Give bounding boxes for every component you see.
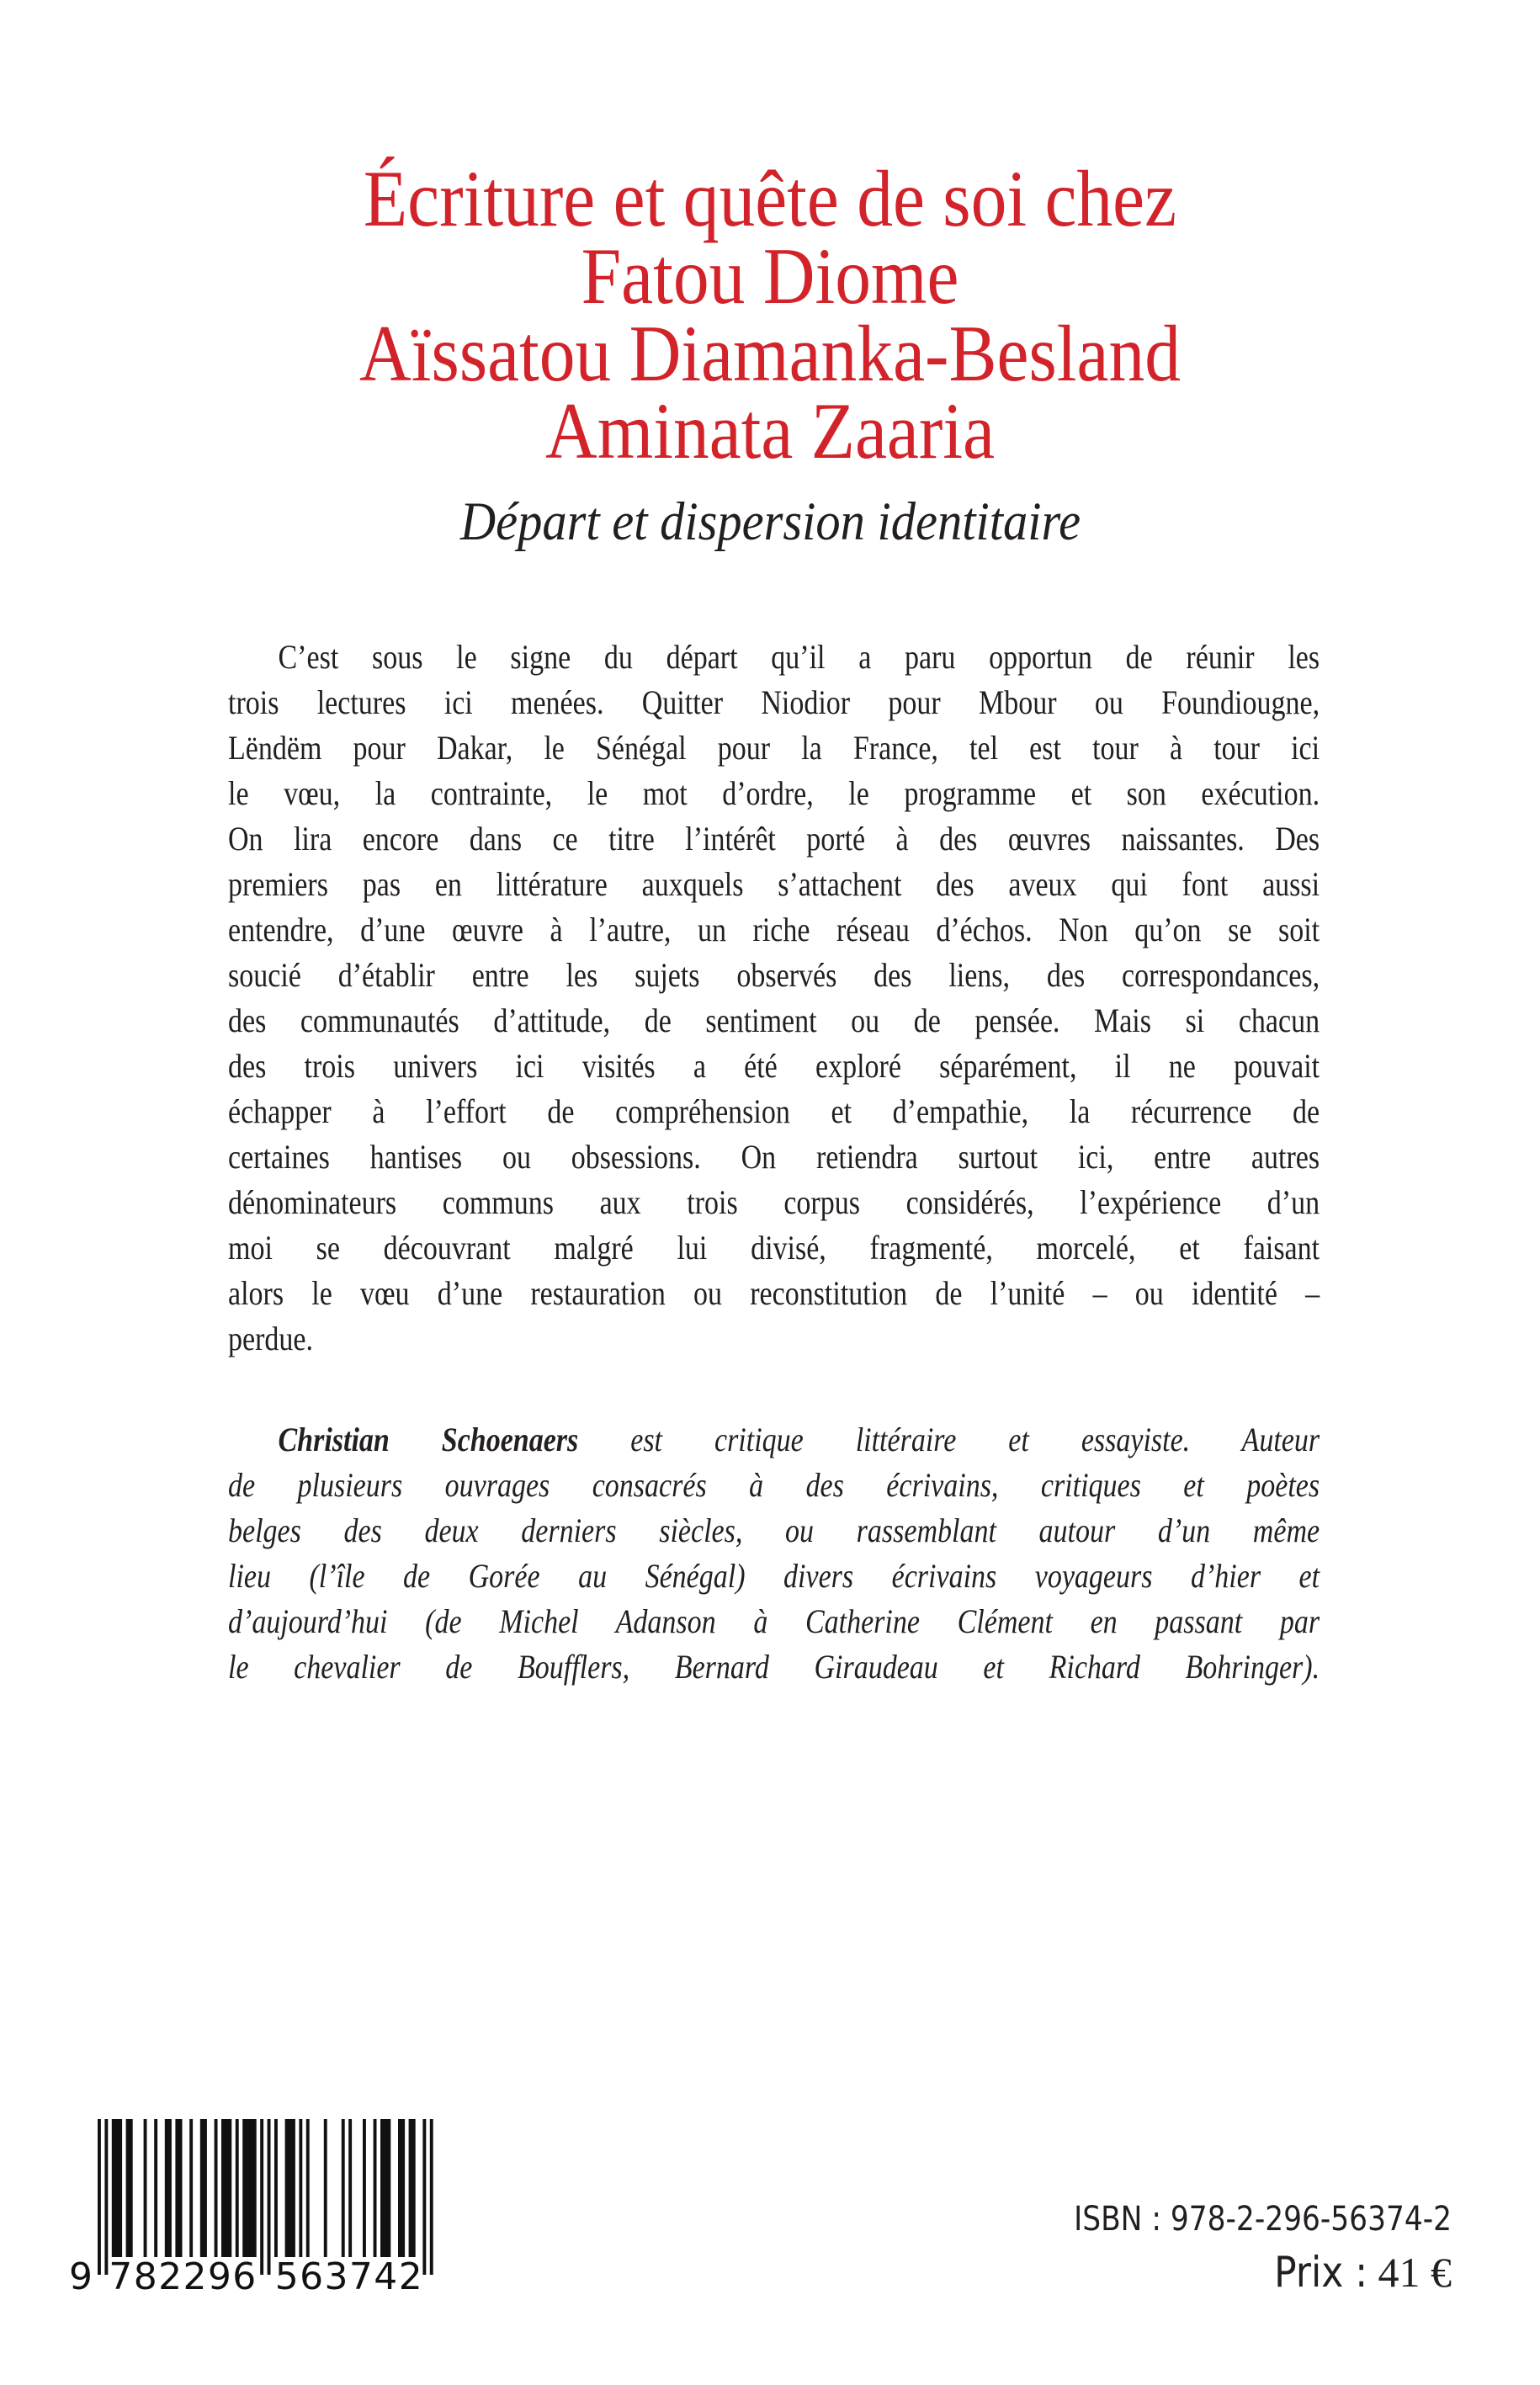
blurb-line: perdue. bbox=[228, 1320, 314, 1357]
barcode-bar bbox=[324, 2119, 327, 2257]
blurb-line: échapper à l’effort de compréhension et d’empathie, la récurrence de bbox=[228, 1092, 1320, 1130]
author-bio-line: d’aujourd’hui (de Michel Adanson à Catherine Clément en passant par bbox=[228, 1602, 1320, 1640]
barcode-bar bbox=[380, 2119, 390, 2257]
isbn-number: ISBN : 978-2-296-56374-2 bbox=[1074, 2200, 1452, 2239]
title-author-2: Aïssatou Diamanka-Besland bbox=[359, 309, 1181, 398]
author-bio-line: lieu (l’île de Gorée au Sénégal) divers écrivains voyageurs d’hier et bbox=[228, 1557, 1320, 1595]
author-bio-line: belges des deux derniers siècles, ou rassemblant autour d’un même bbox=[228, 1511, 1320, 1549]
blurb-line: des trois univers ici visités a été exploré séparément, il ne pouvait bbox=[228, 1047, 1320, 1085]
barcode-digit: 4 bbox=[374, 2255, 398, 2297]
price-label: Prix : bbox=[1274, 2248, 1367, 2297]
barcode-bar bbox=[154, 2119, 157, 2257]
barcode-bar bbox=[299, 2119, 302, 2257]
barcode-digit: 9 bbox=[69, 2255, 93, 2297]
barcode-digit: 6 bbox=[300, 2255, 324, 2297]
barcode-guard-bar bbox=[260, 2119, 263, 2275]
barcode-guard-bar bbox=[104, 2119, 108, 2275]
blurb-line: On lira encore dans ce titre l’intérêt porté à des œuvres naissantes. Des bbox=[228, 820, 1320, 858]
barcode-bar bbox=[126, 2119, 133, 2257]
blurb-line: moi se découvrant malgré lui divisé, fragmenté, morcelé, et faisant bbox=[228, 1229, 1320, 1267]
title-author-3: Aminata Zaaria bbox=[544, 386, 996, 475]
barcode-bar bbox=[363, 2119, 366, 2257]
barcode-bar bbox=[112, 2119, 122, 2257]
blurb-line: des communautés d’attitude, de sentiment ou de pensée. Mais si chacun bbox=[228, 1001, 1320, 1039]
barcode-digit: 5 bbox=[274, 2255, 299, 2297]
barcode-bar bbox=[342, 2119, 345, 2257]
barcode-digit: 2 bbox=[398, 2255, 422, 2297]
author-name: Christian Schoenaers bbox=[278, 1421, 579, 1458]
author-bio-line: le chevalier de Boufflers, Bernard Giraudeau et Richard Bohringer). bbox=[228, 1648, 1320, 1686]
blurb-line: entendre, d’une œuvre à l’autre, un riche réseau d’échos. Non qu’on se soit bbox=[228, 911, 1320, 948]
blurb-line: dénominateurs communs aux trois corpus considérés, l’expérience d’un bbox=[228, 1183, 1320, 1221]
barcode-digit: 3 bbox=[324, 2255, 348, 2297]
barcode-digit: 7 bbox=[348, 2255, 373, 2297]
blurb-line: soucié d’établir entre les sujets observés des liens, des correspondances, bbox=[228, 956, 1320, 994]
book-subtitle: Départ et dispersion identitaire bbox=[459, 491, 1081, 552]
title-author-1: Fatou Diome bbox=[581, 231, 959, 321]
barcode-bar bbox=[285, 2119, 295, 2257]
barcode-guard-bar bbox=[268, 2119, 271, 2275]
author-bio-line: de plusieurs ouvrages consacrés à des écrivains, critiques et poètes bbox=[228, 1466, 1320, 1504]
price-value: 41 € bbox=[1378, 2249, 1452, 2296]
barcode-digit: 2 bbox=[183, 2255, 207, 2297]
barcode-bar bbox=[189, 2119, 193, 2257]
author-bio-line bbox=[228, 1417, 1320, 1463]
blurb-line: le vœu, la contrainte, le mot d’ordre, le programme et son exécution. bbox=[228, 774, 1320, 812]
author-bio-paragraph bbox=[228, 1417, 1320, 1690]
blurb-line: premiers pas en littérature auxquels s’attachent des aveux qui font aussi bbox=[228, 865, 1320, 903]
book-title bbox=[0, 154, 1540, 475]
price bbox=[1261, 2247, 1452, 2297]
barcode-bar bbox=[306, 2119, 310, 2257]
barcode-bar bbox=[242, 2119, 257, 2257]
barcode-digit: 2 bbox=[158, 2255, 183, 2297]
barcode-guard-bar bbox=[430, 2119, 433, 2275]
blurb-line: trois lectures ici menées. Quitter Niodior pour Mbour ou Foundiougne, bbox=[228, 683, 1320, 721]
blurb-line: Lëndëm pour Dakar, le Sénégal pour la France, tel est tour à tour ici bbox=[228, 729, 1320, 767]
blurb-line: certaines hantises ou obsessions. On retiendra surtout ici, entre autres bbox=[228, 1138, 1320, 1176]
barcode-digit: 6 bbox=[232, 2255, 257, 2297]
barcode-digit: 8 bbox=[133, 2255, 157, 2297]
barcode-guard-bar bbox=[422, 2119, 426, 2275]
barcode-digit: 7 bbox=[109, 2255, 133, 2297]
barcode-bar bbox=[409, 2119, 416, 2257]
barcode-bar bbox=[274, 2119, 278, 2257]
blurb-paragraph bbox=[228, 635, 1320, 1362]
barcode-bar bbox=[374, 2119, 377, 2257]
barcode-bar bbox=[200, 2119, 207, 2257]
barcode-digit: 9 bbox=[207, 2255, 231, 2297]
barcode-bar bbox=[175, 2119, 182, 2257]
isbn-barcode bbox=[67, 2112, 446, 2297]
barcode-bar bbox=[165, 2119, 172, 2257]
barcode-bar bbox=[221, 2119, 231, 2257]
barcode-bar bbox=[398, 2119, 405, 2257]
barcode-guard-bar bbox=[98, 2119, 101, 2275]
barcode-bar bbox=[348, 2119, 352, 2257]
blurb-line: alors le vœu d’une restauration ou reconstitution de l’unité – ou identité – bbox=[228, 1274, 1320, 1312]
author-bio-text: est critique littéraire et essayiste. Auteur bbox=[578, 1421, 1320, 1458]
barcode-bar bbox=[144, 2119, 147, 2257]
barcode-bar bbox=[236, 2119, 239, 2257]
title-line: Écriture et quête de soi chez bbox=[363, 154, 1177, 243]
barcode-bar bbox=[215, 2119, 218, 2257]
blurb-line: C’est sous le signe du départ qu’il a paru opportun de réunir les bbox=[278, 638, 1320, 676]
